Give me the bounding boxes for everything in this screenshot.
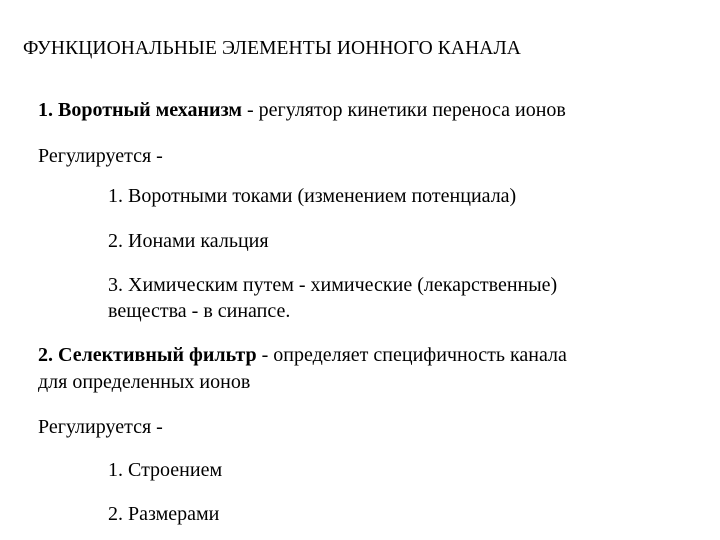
section-1-line [38,97,566,123]
section-2-description-continued: для определенных ионов [38,371,251,393]
section-1-item-1: 1. Воротными токами (изменением потенциала) [108,185,517,207]
section-1-item-2: 2. Ионами кальция [108,230,269,252]
section-1-heading: 1. Воротный механизм [38,99,242,121]
section-2-line [38,342,567,368]
section-2-item-2: 2. Размерами [108,503,220,525]
section-1-item-3-continued: вещества - в синапсе. [108,300,291,322]
section-2-heading: 2. Селективный фильтр [38,344,257,366]
section-2-description: - определяет специфичность канала [256,344,567,366]
section-2-item-1: 1. Строением [108,459,223,481]
section-1-regulated-label: Регулируется - [38,145,163,167]
slide-title: ФУНКЦИОНАЛЬНЫЕ ЭЛЕМЕНТЫ ИОННОГО КАНАЛА [23,38,521,59]
section-2-regulated-label: Регулируется - [38,416,163,438]
section-1-item-3: 3. Химическим путем - химические (лекарственные) [108,274,558,296]
section-1-description: - регулятор кинетики переноса ионов [241,99,566,121]
